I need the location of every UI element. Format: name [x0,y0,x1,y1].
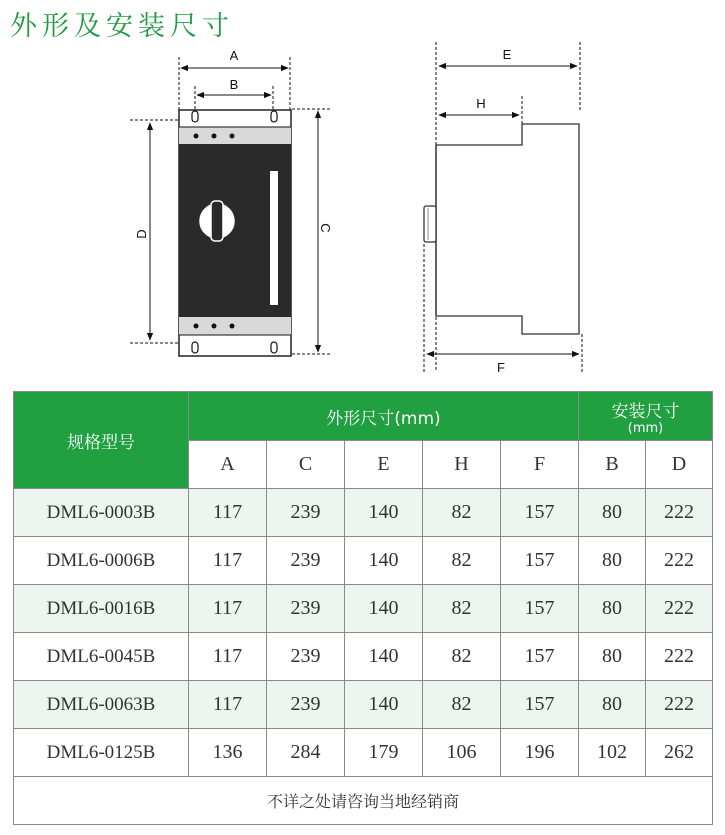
table-row [14,585,713,633]
value-cell: 117 [189,585,267,633]
value-cell: 239 [267,585,345,633]
table-row [14,681,713,729]
value-cell: 140 [345,489,423,537]
col-header-d: D [646,441,713,489]
col-header-f: F [501,441,579,489]
value-cell: 222 [646,681,713,729]
table-row [14,729,713,777]
value-cell: 239 [267,537,345,585]
value-cell: 82 [423,537,501,585]
model-cell: DML6-0063B [14,681,189,729]
value-cell: 196 [501,729,579,777]
label-c: C [318,223,333,233]
value-cell: 222 [646,633,713,681]
value-cell: 80 [579,633,646,681]
spec-table [13,391,713,825]
mount-header-unit: (mm) [627,421,664,436]
value-cell: 117 [189,633,267,681]
page-title: 外形及安装尺寸 [10,11,234,42]
value-cell: 136 [189,729,267,777]
value-cell: 80 [579,585,646,633]
value-cell: 117 [189,537,267,585]
col-header-e: E [345,441,423,489]
value-cell: 284 [267,729,345,777]
value-cell: 82 [423,489,501,537]
value-cell: 239 [267,633,345,681]
value-cell: 80 [579,489,646,537]
model-cell: DML6-0016B [14,585,189,633]
col-header-b: B [579,441,646,489]
value-cell: 157 [501,537,579,585]
value-cell: 102 [579,729,646,777]
value-cell: 179 [345,729,423,777]
model-cell: DML6-0006B [14,537,189,585]
value-cell: 80 [579,537,646,585]
col-header-h: H [423,441,501,489]
value-cell: 157 [501,681,579,729]
value-cell: 157 [501,489,579,537]
table-row [14,489,713,537]
label-f: F [497,360,505,375]
value-cell: 82 [423,633,501,681]
table-note: 不详之处请咨询当地经销商 [14,777,713,825]
value-cell: 239 [267,681,345,729]
outline-drawing [0,0,725,390]
value-cell: 117 [189,681,267,729]
value-cell: 157 [501,633,579,681]
value-cell: 262 [646,729,713,777]
col-header-c: C [267,441,345,489]
model-cell: DML6-0045B [14,633,189,681]
label-a: A [229,48,239,63]
value-cell: 106 [423,729,501,777]
value-cell: 222 [646,537,713,585]
model-header: 规格型号 [14,392,189,489]
front-view [130,57,330,356]
table-row [14,537,713,585]
value-cell: 157 [501,585,579,633]
value-cell: 239 [267,489,345,537]
side-view [424,42,582,372]
model-cell: DML6-0003B [14,489,189,537]
mount-header-line1: 安装尺寸 [611,402,680,422]
value-cell: 140 [345,537,423,585]
mount-header [579,392,713,441]
label-e: E [502,47,512,62]
value-cell: 117 [189,489,267,537]
label-d: D [134,229,149,239]
col-header-a: A [189,441,267,489]
model-cell: DML6-0125B [14,729,189,777]
value-cell: 82 [423,585,501,633]
outline-header: 外形尺寸(mm) [189,392,579,441]
value-cell: 140 [345,633,423,681]
label-b: B [229,77,239,92]
value-cell: 140 [345,681,423,729]
label-h: H [476,96,486,111]
value-cell: 222 [646,489,713,537]
table-row [14,633,713,681]
value-cell: 140 [345,585,423,633]
value-cell: 222 [646,585,713,633]
value-cell: 80 [579,681,646,729]
value-cell: 82 [423,681,501,729]
